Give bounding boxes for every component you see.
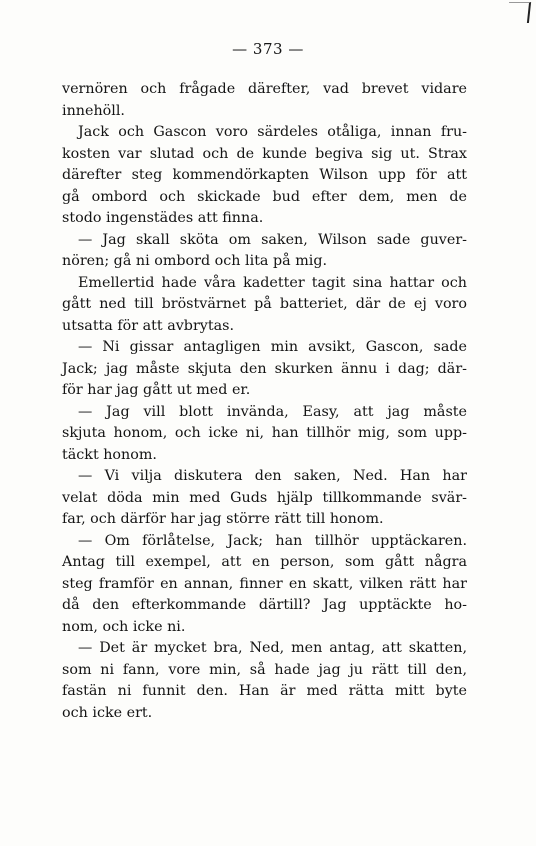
text-line: — Om förlåtelse, Jack; han tillhör upptäckaren. [78,532,467,549]
text-line: steg framför en annan, finner en skatt, vilken rätt har [62,575,467,592]
text-line: nom, och icke ni. [62,618,186,635]
text-line: fastän ni funnit den. Han är med rätta mitt byte [62,683,467,699]
text-line: vernören och frågade därefter, vad brevet vidare [62,81,467,97]
body-text [62,79,467,724]
text-line: velat döda min med Guds hjälp tillkommande svär- [62,489,467,506]
text-line: därefter steg kommendörkapten Wilson upp för att [62,167,467,183]
text-line: täckt honom. [62,446,157,463]
page-number: — 373 — [232,40,304,58]
text-line: — Vi vilja diskutera den saken, Ned. Han har [78,468,467,484]
text-line: skjuta honom, och icke ni, han tillhör mig, som upp- [62,425,467,441]
text-line: då den efterkommande därtill? Jag upptäckte ho- [62,597,467,613]
text-line: för har jag gått ut med er. [62,382,251,398]
text-line: gått ned till bröstvärnet på batteriet, där de ej voro [62,296,467,312]
text-line: nören; gå ni ombord och lita på mig. [62,253,328,269]
text-line: gå ombord och skickade bud efter dem, men de [62,188,467,205]
text-line: — Jag vill blott invända, Easy, att jag måste [78,403,467,420]
text-line: — Ni gissar antagligen min avsikt, Gascon, sade [78,339,467,355]
text-line: utsatta för att avbrytas. [62,317,235,334]
text-line: som ni fann, vore min, så hade jag ju rätt till den, [62,661,467,678]
text-line: och icke ert. [62,704,153,721]
text-line: far, och därför har jag större rätt till honom. [62,511,384,527]
text-line: stodo ingenstädes att finna. [62,210,264,226]
text-line: Emellertid hade våra kadetter tagit sina hattar och [78,274,467,291]
text-line: Jack; jag måste skjuta den skurken ännu i dag; där- [62,360,467,377]
text-line: Jack och Gascon voro särdeles otåliga, innan fru- [78,124,467,140]
page-corner-mark [507,2,531,23]
text-line: — Jag skall sköta om saken, Wilson sade guver- [78,231,467,248]
text-line: innehöll. [62,102,125,119]
text-line: — Det är mycket bra, Ned, men antag, att skatten, [78,640,467,656]
text-line: Antag till exempel, att en person, som gått några [62,554,467,570]
text-line: kosten var slutad och de kunde begiva sig ut. Strax [62,145,467,162]
